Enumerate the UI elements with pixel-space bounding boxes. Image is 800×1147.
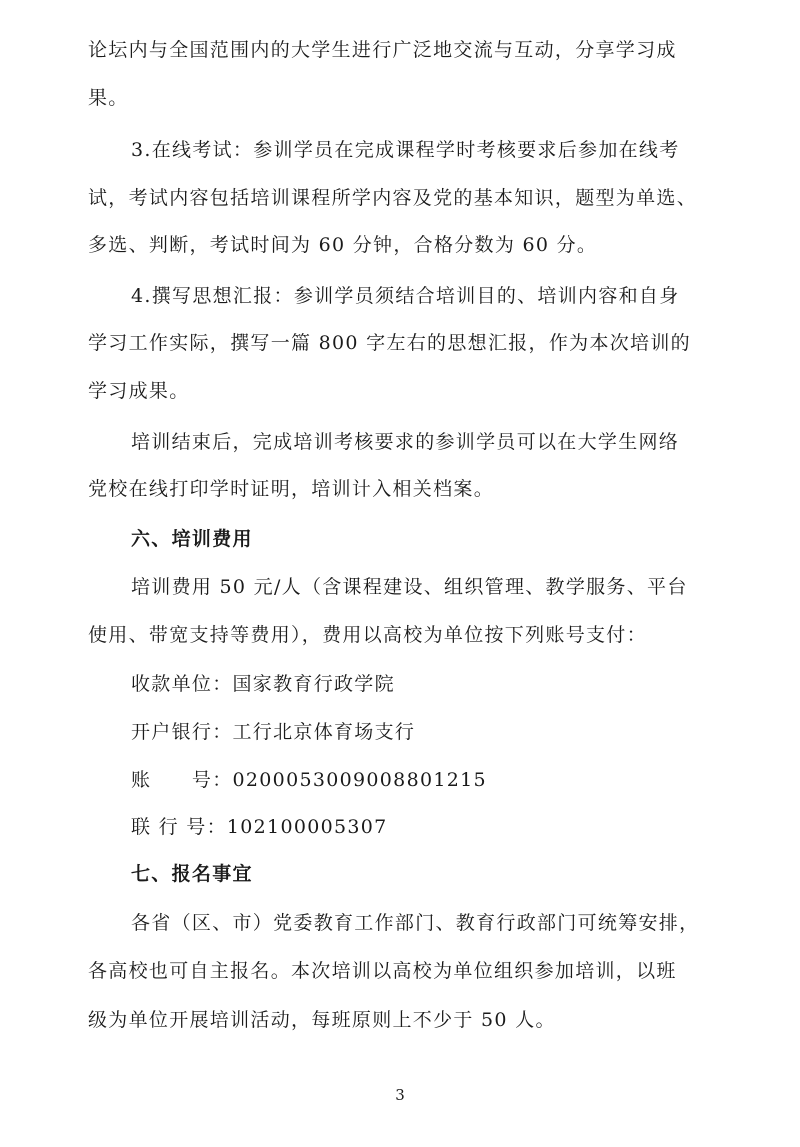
account-line [131,768,751,792]
exchange-paragraph-line-2: 果。 [88,87,129,109]
exam-item-line-2: 试，考试内容包括培训课程所学内容及党的基本知识，题型为单选、 [88,187,698,209]
registration-section-heading: 七、报名事宜 [131,863,253,885]
fee-paragraph-line-1: 培训费用 50 元/人（含课程建设、组织管理、教学服务、平台 [131,576,688,598]
exam-item-line-3: 多选、判断，考试时间为 60 分钟，合格分数为 60 分。 [88,234,598,256]
report-item-line-2: 学习工作实际，撰写一篇 800 字左右的思想汇报，作为本次培训的 [88,332,691,354]
bank-code-label: 联 行 号： [131,816,227,838]
page-number: 3 [395,1086,405,1104]
account-number: 0200053009008801215 [232,769,487,791]
bank-code-line [131,815,751,839]
completion-paragraph-line-2: 党校在线打印学时证明，培训计入相关档案。 [88,478,495,500]
registration-paragraph-line-2: 各高校也可自主报名。本次培训以高校为单位组织参加培训，以班 [88,960,677,982]
bank-line: 开户银行：工行北京体育场支行 [131,721,416,743]
exam-item-line-1: 3.在线考试：参训学员在完成课程学时考核要求后参加在线考 [131,139,680,161]
account-label: 账 号： [131,769,233,791]
exchange-paragraph-line-1: 论坛内与全国范围内的大学生进行广泛地交流与互动，分享学习成 [88,39,677,61]
registration-paragraph-line-3: 级为单位开展培训活动，每班原则上不少于 50 人。 [88,1009,556,1031]
payee-line: 收款单位：国家教育行政学院 [131,673,395,695]
registration-paragraph-line-1: 各省（区、市）党委教育工作部门、教育行政部门可统筹安排， [131,912,700,934]
bank-code-number: 102100005307 [226,816,388,838]
fee-paragraph-line-2: 使用、带宽支持等费用），费用以高校为单位按下列账号支付： [88,624,647,646]
report-item-line-3: 学习成果。 [88,380,190,402]
completion-paragraph-line-1: 培训结束后，完成培训考核要求的参训学员可以在大学生网络 [131,431,680,453]
report-item-line-1: 4.撰写思想汇报：参训学员须结合培训目的、培训内容和自身 [131,285,680,307]
fee-section-heading: 六、培训费用 [131,528,253,550]
